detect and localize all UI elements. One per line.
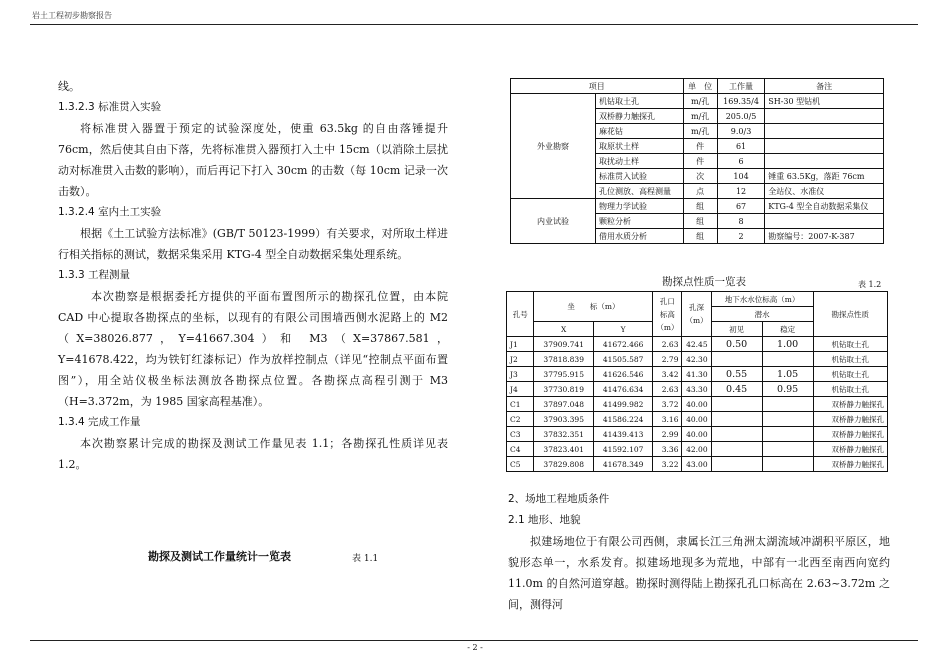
table-cell: 组: [683, 199, 717, 214]
section-134-body: 本次勘察累计完成的勘探及测试工作量见表 1.1；各勘探孔性质详见表 1.2。: [58, 437, 448, 471]
table-row: [507, 427, 888, 442]
table-cell: [711, 352, 762, 367]
header-rule: [30, 24, 918, 25]
header-x: X: [534, 322, 593, 337]
table-cell: 0.55: [711, 367, 762, 382]
table-cell: [765, 154, 884, 169]
table-cell: 67: [717, 199, 764, 214]
table-cell: KTG-4 型全自动数据采集仪: [765, 199, 884, 214]
table-cell: 40.00: [682, 397, 711, 412]
table-cell: 3.22: [653, 457, 682, 472]
table-cell: 双桥静力触探孔: [813, 427, 887, 442]
table-cell: 3.16: [653, 412, 682, 427]
left-column: [58, 76, 448, 475]
table-cell: [762, 427, 813, 442]
table-cell: 0.95: [762, 382, 813, 397]
table-cell: 41672.466: [593, 337, 652, 352]
table-cell: 双桥静力触探孔: [813, 442, 887, 457]
table-cell: 41476.634: [593, 382, 652, 397]
header-y: Y: [593, 322, 652, 337]
table-cell: J3: [507, 367, 534, 382]
table-cell: 41499.982: [593, 397, 652, 412]
page-header-title: 岩土工程初步勘察报告: [32, 11, 112, 20]
table-cell: 41678.349: [593, 457, 652, 472]
table-cell: 取原状土样: [596, 139, 684, 154]
table-cell: [762, 412, 813, 427]
table-cell: 机钻取土孔: [596, 94, 684, 109]
table1-number: 表 1.1: [352, 554, 379, 564]
table2-number: 表 1.2: [858, 280, 882, 289]
table-row: [507, 412, 888, 427]
table-cell: 0.45: [711, 382, 762, 397]
page-number: - 2 -: [467, 643, 483, 652]
table-cell: 2: [717, 229, 764, 244]
table-cell: 借用水质分析: [596, 229, 684, 244]
section-134-title: 1.3.4 完成工作量: [58, 416, 141, 428]
header-water: 地下水水位标高（m）: [711, 292, 813, 307]
table1-caption: 勘探及测试工作量统计一览表: [148, 550, 291, 563]
table-cell: 件: [683, 139, 717, 154]
table-cell: 颗粒分析: [596, 214, 684, 229]
table-row: [507, 397, 888, 412]
section-1324-title: 1.3.2.4 室内土工实验: [58, 206, 162, 218]
table-cell: 锤重 63.5Kg，落距 76cm: [765, 169, 884, 184]
table-cell: [765, 109, 884, 124]
table-cell: 2.63: [653, 337, 682, 352]
table-cell: 勘察编号：2007-K-387: [765, 229, 884, 244]
table-cell: 42.00: [682, 442, 711, 457]
table-cell: 41505.587: [593, 352, 652, 367]
table-cell: C4: [507, 442, 534, 457]
table-cell: 41.30: [682, 367, 711, 382]
section-21-body: 拟建场地位于有限公司西侧，隶属长江三角洲太湖流域冲湖积平原区，地貌形态单一，水系发育。拟建场地现多为荒地，中部有一北西至南西向宽约 11.0m 的自然河道穿越。勘探时测得陆上勘探孔孔口标高在 2.63~3.72m 之间，测得河: [508, 535, 890, 611]
table-cell: m/孔: [683, 94, 717, 109]
table-cell: 37832.351: [534, 427, 593, 442]
table-cell: 104: [717, 169, 764, 184]
header-stable: 稳定: [762, 322, 813, 337]
table-row: [507, 457, 888, 472]
table-row: [511, 79, 884, 94]
table-cell: 双桥静力触探孔: [813, 397, 887, 412]
header-nature: 勘探点性质: [813, 292, 887, 337]
table-cell: 组: [683, 229, 717, 244]
table-header-note: 备注: [765, 79, 884, 94]
table-cell: 全站仪、水准仪: [765, 184, 884, 199]
table-cell: [765, 139, 884, 154]
table-cell: 40.00: [682, 427, 711, 442]
table-cell: [711, 412, 762, 427]
table-cell: 机钻取土孔: [813, 382, 887, 397]
table-cell: [711, 457, 762, 472]
workload-table: [510, 78, 884, 244]
table-cell: 标准贯入试验: [596, 169, 684, 184]
group-outside: 外业勘察: [511, 94, 596, 199]
table-cell: C5: [507, 457, 534, 472]
table-cell: 37903.395: [534, 412, 593, 427]
table-cell: [762, 457, 813, 472]
table-cell: 2.79: [653, 352, 682, 367]
table-cell: 40.00: [682, 412, 711, 427]
table-cell: 42.45: [682, 337, 711, 352]
table-cell: [765, 124, 884, 139]
table-cell: 双桥静力触探孔: [813, 457, 887, 472]
table-cell: 1.00: [762, 337, 813, 352]
header-depth: 孔深（m）: [682, 292, 711, 337]
table-cell: 机钻取土孔: [813, 367, 887, 382]
table2-caption: 勘探点性质一览表: [662, 276, 746, 288]
table-cell: [762, 352, 813, 367]
table-cell: [762, 397, 813, 412]
header-first: 初见: [711, 322, 762, 337]
table-cell: 9.0/3: [717, 124, 764, 139]
table-cell: C1: [507, 397, 534, 412]
right-column: [508, 489, 890, 615]
table-cell: 37818.839: [534, 352, 593, 367]
section-1323-title: 1.3.2.3 标准贯入实验: [58, 101, 162, 113]
table-cell: m/孔: [683, 124, 717, 139]
table-row: [507, 442, 888, 457]
section-133-title: 1.3.3 工程测量: [58, 269, 131, 281]
table-cell: J1: [507, 337, 534, 352]
table-header-unit: 单 位: [683, 79, 717, 94]
table-row: [511, 199, 884, 214]
table-cell: J4: [507, 382, 534, 397]
table-cell: m/孔: [683, 109, 717, 124]
table-cell: 6: [717, 154, 764, 169]
table-cell: 43.00: [682, 457, 711, 472]
header-coord: 坐 标（m）: [534, 292, 653, 322]
table-row: [511, 94, 884, 109]
table-cell: 双桥静力触探孔: [596, 109, 684, 124]
table-row: [507, 367, 888, 382]
table-row: [507, 352, 888, 367]
table-cell: 1.05: [762, 367, 813, 382]
table-cell: 41586.224: [593, 412, 652, 427]
group-inside: 内业试验: [511, 199, 596, 244]
table-cell: C2: [507, 412, 534, 427]
table-cell: 37909.741: [534, 337, 593, 352]
table-cell: 2.99: [653, 427, 682, 442]
section-2-title: 2、场地工程地质条件: [508, 493, 610, 505]
table-cell: 205.0/5: [717, 109, 764, 124]
table-cell: [765, 214, 884, 229]
table-row: [507, 382, 888, 397]
table-cell: J2: [507, 352, 534, 367]
section-1324-body: 根据《土工试验方法标准》(GB/T 50123-1999）有关要求，对所取土样进行相关指标的测试，数据采集采用 KTG-4 型全自动数据采集处理系统。: [58, 227, 448, 261]
table-cell: 37795.915: [534, 367, 593, 382]
table-cell: 机钻取土孔: [813, 352, 887, 367]
table-header-qty: 工作量: [717, 79, 764, 94]
table-cell: 43.30: [682, 382, 711, 397]
table-cell: C3: [507, 427, 534, 442]
table-cell: 取扰动土样: [596, 154, 684, 169]
table-cell: 61: [717, 139, 764, 154]
table-cell: 8: [717, 214, 764, 229]
table-cell: 孔位测放、高程测量: [596, 184, 684, 199]
table-cell: 42.30: [682, 352, 711, 367]
footer-rule: [30, 640, 918, 641]
table-header-item: 项目: [511, 79, 684, 94]
table-cell: 麻花钻: [596, 124, 684, 139]
table-cell: [762, 442, 813, 457]
table-cell: 12: [717, 184, 764, 199]
table-cell: 3.42: [653, 367, 682, 382]
table-cell: 169.35/4: [717, 94, 764, 109]
table-cell: 37829.808: [534, 457, 593, 472]
table-cell: SH-30 型钻机: [765, 94, 884, 109]
table-cell: 0.50: [711, 337, 762, 352]
table-cell: 37730.819: [534, 382, 593, 397]
table-cell: 37897.048: [534, 397, 593, 412]
table-cell: [711, 397, 762, 412]
table-cell: 3.72: [653, 397, 682, 412]
table-cell: 物理力学试验: [596, 199, 684, 214]
table-cell: 点: [683, 184, 717, 199]
header-hole: 孔号: [507, 292, 534, 337]
header-phreatic: 潜水: [711, 307, 813, 322]
table-cell: 件: [683, 154, 717, 169]
table-cell: [711, 442, 762, 457]
section-1323-body: 将标准贯入器置于预定的试验深度处，使重 63.5kg 的自由落锤提升 76cm，然后使其自由下落，先将标准贯入器预打入土中 15cm（以消除土层扰动对标准贯入击数的影响），而后再记下打入 30cm 的击数（每 10cm 记录一次击数）。: [58, 122, 448, 198]
borehole-table: [506, 291, 888, 472]
table-cell: 双桥静力触探孔: [813, 412, 887, 427]
section-133-body: 本次勘察是根据委托方提供的平面布置图所示的勘探孔位置，由本院 CAD 中心提取各勘探点的坐标，以现有的有限公司围墙西侧水泥路上的 M2（X=38026.877，Y=41667.304）和 M3（X=37867.581，Y=41678.422，均为铁钉红漆标记）作为放样控制点（详见“控制点平面布置图”），用全站仪极坐标法测放各勘探点位置。各勘探点高程引测于 M3（H=3.372m，为 1985 国家高程基准）。: [58, 290, 448, 408]
table-cell: 41626.546: [593, 367, 652, 382]
table-cell: 41592.107: [593, 442, 652, 457]
table-cell: 41439.413: [593, 427, 652, 442]
section-21-title: 2.1 地形、地貌: [508, 514, 581, 526]
table-row: [507, 337, 888, 352]
table-cell: 机钻取土孔: [813, 337, 887, 352]
table-cell: 37823.401: [534, 442, 593, 457]
header-elev: 孔口标高（m）: [653, 292, 682, 337]
table-row: [507, 292, 888, 307]
paragraph-tail: 线。: [58, 80, 80, 93]
table-cell: 3.36: [653, 442, 682, 457]
table-cell: 次: [683, 169, 717, 184]
table-cell: 2.63: [653, 382, 682, 397]
table-cell: [711, 427, 762, 442]
table-cell: 组: [683, 214, 717, 229]
